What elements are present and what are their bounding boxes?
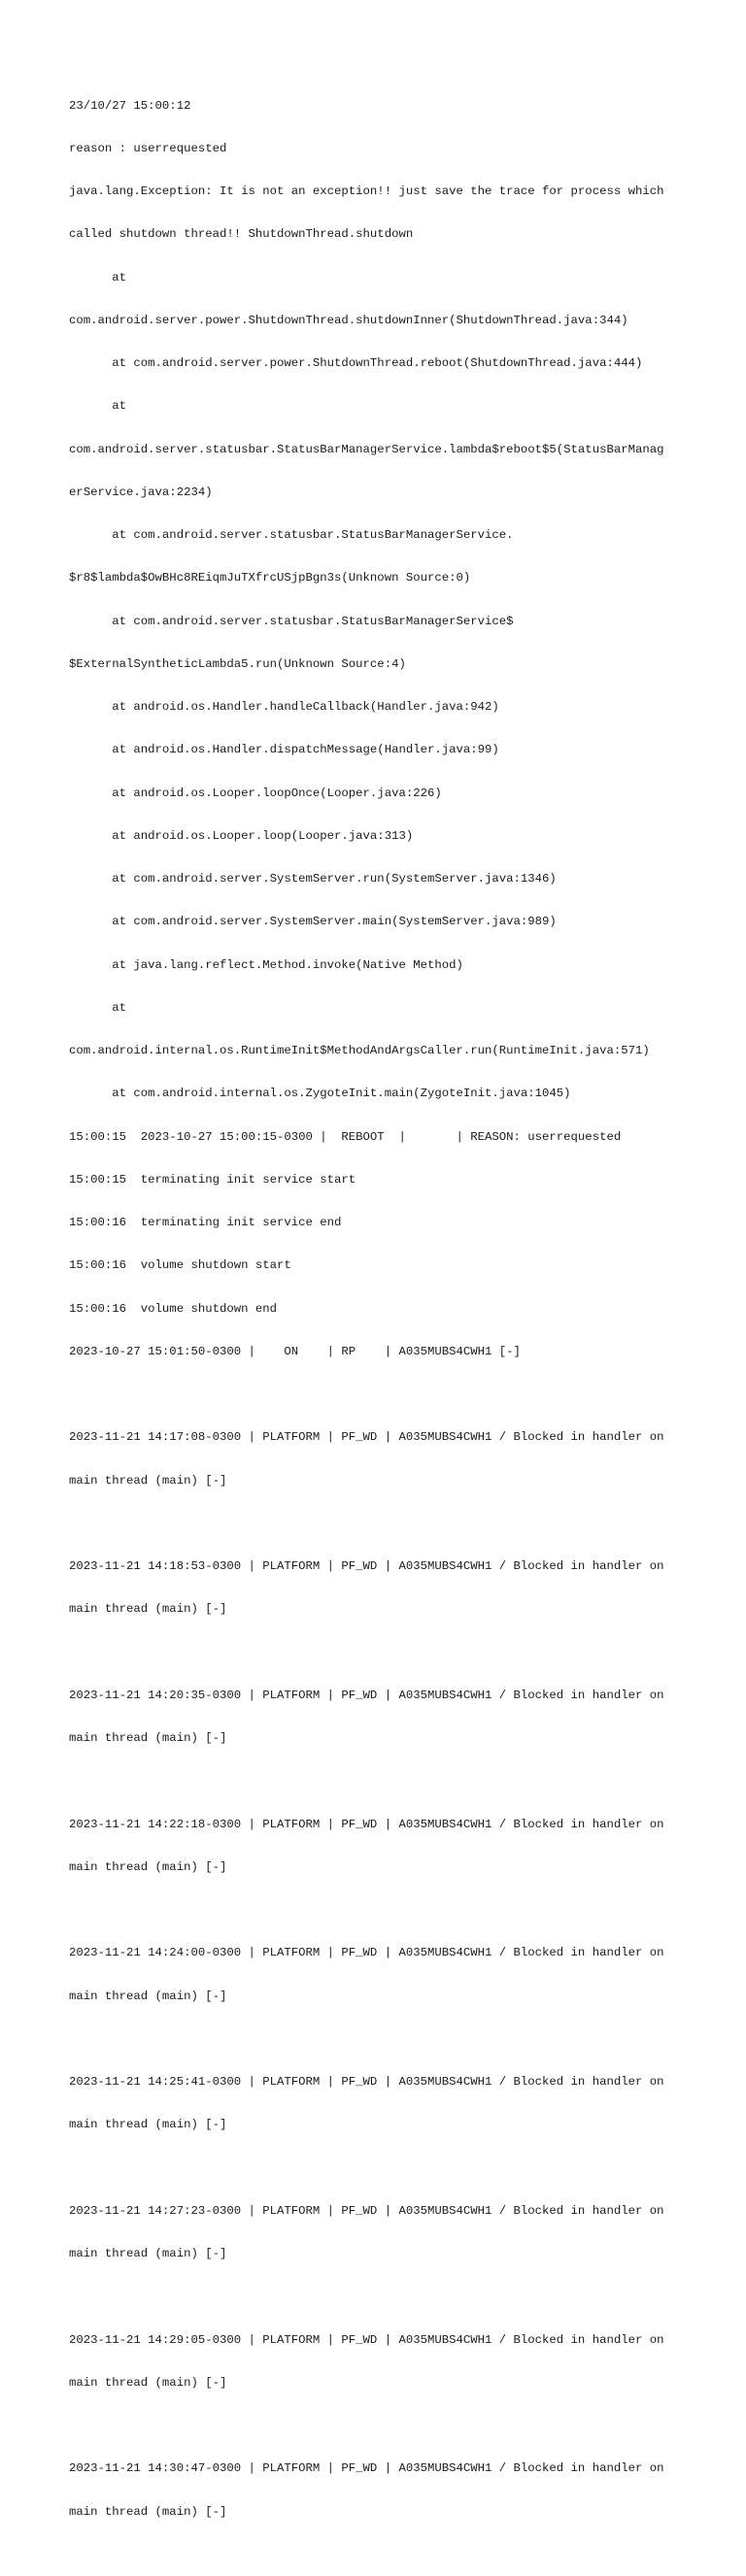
log-line: at android.os.Looper.loop(Looper.java:313) bbox=[69, 828, 414, 843]
log-line: at android.os.Looper.loopOnce(Looper.java:226) bbox=[69, 786, 442, 800]
log-line: 15:00:16 volume shutdown start bbox=[69, 1258, 291, 1273]
log-line: main thread (main) [-] bbox=[69, 2375, 227, 2390]
log-line: 2023-11-21 14:17:08-0300 | PLATFORM | PF_WD | A035MUBS4CWH1 / Blocked in handler on bbox=[69, 1430, 664, 1445]
log-line: main thread (main) [-] bbox=[69, 1859, 227, 1874]
log-line: at com.android.server.SystemServer.run(SystemServer.java:1346) bbox=[69, 872, 557, 886]
log-line: 2023-11-21 14:18:53-0300 | PLATFORM | PF_WD | A035MUBS4CWH1 / Blocked in handler on bbox=[69, 1559, 664, 1573]
log-line: at com.android.server.power.ShutdownThread.reboot(ShutdownThread.java:444) bbox=[69, 356, 643, 370]
log-line: 2023-11-21 14:29:05-0300 | PLATFORM | PF_WD | A035MUBS4CWH1 / Blocked in handler on bbox=[69, 2332, 664, 2347]
log-line bbox=[69, 2419, 700, 2433]
log-line: main thread (main) [-] bbox=[69, 1473, 227, 1488]
log-line: at android.os.Handler.handleCallback(Handler.java:942) bbox=[69, 700, 499, 714]
log-line: com.android.server.statusbar.StatusBarManagerService.lambda$reboot$5(StatusBarManag bbox=[69, 442, 664, 456]
log-line: com.android.internal.os.RuntimeInit$MethodAndArgsCaller.run(RuntimeInit.java:571) bbox=[69, 1044, 650, 1057]
log-line: main thread (main) [-] bbox=[69, 1989, 227, 2003]
log-line: 2023-11-21 14:22:18-0300 | PLATFORM | PF_WD | A035MUBS4CWH1 / Blocked in handler on bbox=[69, 1817, 664, 1831]
log-line bbox=[69, 2161, 700, 2176]
log-line: $r8$lambda$OwBHc8REiqmJuTXfrcUSjpBgn3s(Unknown Source:0) bbox=[69, 571, 471, 585]
log-line bbox=[69, 1646, 700, 1660]
log-line: 2023-11-21 14:27:23-0300 | PLATFORM | PF_WD | A035MUBS4CWH1 / Blocked in handler on bbox=[69, 2203, 664, 2218]
log-line: 2023-11-21 14:30:47-0300 | PLATFORM | PF_WD | A035MUBS4CWH1 / Blocked in handler on bbox=[69, 2461, 664, 2476]
log-line: main thread (main) [-] bbox=[69, 2118, 227, 2132]
log-line bbox=[69, 2548, 700, 2562]
log-line: com.android.server.power.ShutdownThread.shutdownInner(ShutdownThread.java:344) bbox=[69, 313, 628, 327]
log-line: $ExternalSyntheticLambda5.run(Unknown Source:4) bbox=[69, 656, 406, 671]
log-line: at com.android.internal.os.ZygoteInit.main(ZygoteInit.java:1045) bbox=[69, 1087, 571, 1101]
log-line: reason : userrequested bbox=[69, 141, 227, 155]
log-line bbox=[69, 1517, 700, 1531]
log-line: main thread (main) [-] bbox=[69, 2247, 227, 2260]
log-line: called shutdown thread!! ShutdownThread.shutdown bbox=[69, 227, 414, 242]
log-line: at bbox=[69, 270, 127, 284]
log-line: at bbox=[69, 399, 127, 414]
log-line: 15:00:15 terminating init service start bbox=[69, 1172, 356, 1187]
log-line bbox=[69, 2032, 700, 2047]
log-document bbox=[69, 70, 700, 2576]
log-line: 15:00:15 2023-10-27 15:00:15-0300 | REBOOT | | REASON: userrequested bbox=[69, 1129, 622, 1144]
log-line: java.lang.Exception: It is not an exception!! just save the trace for process which bbox=[69, 184, 664, 198]
log-line: 15:00:16 terminating init service end bbox=[69, 1216, 342, 1229]
log-line bbox=[69, 2290, 700, 2304]
log-line bbox=[69, 1774, 700, 1789]
log-line: 2023-11-21 14:20:35-0300 | PLATFORM | PF_WD | A035MUBS4CWH1 / Blocked in handler on bbox=[69, 1688, 664, 1702]
log-line: main thread (main) [-] bbox=[69, 2504, 227, 2519]
log-line: erService.java:2234) bbox=[69, 485, 213, 499]
log-line: at com.android.server.SystemServer.main(SystemServer.java:989) bbox=[69, 915, 557, 929]
log-line: at com.android.server.statusbar.StatusBarManagerService$ bbox=[69, 614, 514, 628]
log-line: main thread (main) [-] bbox=[69, 1731, 227, 1745]
log-line bbox=[69, 1903, 700, 1918]
log-line: 2023-10-27 15:01:50-0300 | ON | RP | A035MUBS4CWH1 [-] bbox=[69, 1344, 521, 1358]
log-line: at android.os.Handler.dispatchMessage(Handler.java:99) bbox=[69, 743, 499, 757]
log-line: at java.lang.reflect.Method.invoke(Native Method) bbox=[69, 957, 463, 972]
log-line: at com.android.server.statusbar.StatusBarManagerService. bbox=[69, 528, 514, 542]
log-line bbox=[69, 1388, 700, 1402]
log-line: 2023-11-21 14:24:00-0300 | PLATFORM | PF_WD | A035MUBS4CWH1 / Blocked in handler on bbox=[69, 1946, 664, 1960]
log-line: 15:00:16 volume shutdown end bbox=[69, 1301, 278, 1316]
log-line: at bbox=[69, 1000, 127, 1015]
log-line: main thread (main) [-] bbox=[69, 1602, 227, 1617]
log-line: 2023-11-21 14:25:41-0300 | PLATFORM | PF_WD | A035MUBS4CWH1 / Blocked in handler on bbox=[69, 2075, 664, 2089]
log-line: 23/10/27 15:00:12 bbox=[69, 98, 191, 113]
